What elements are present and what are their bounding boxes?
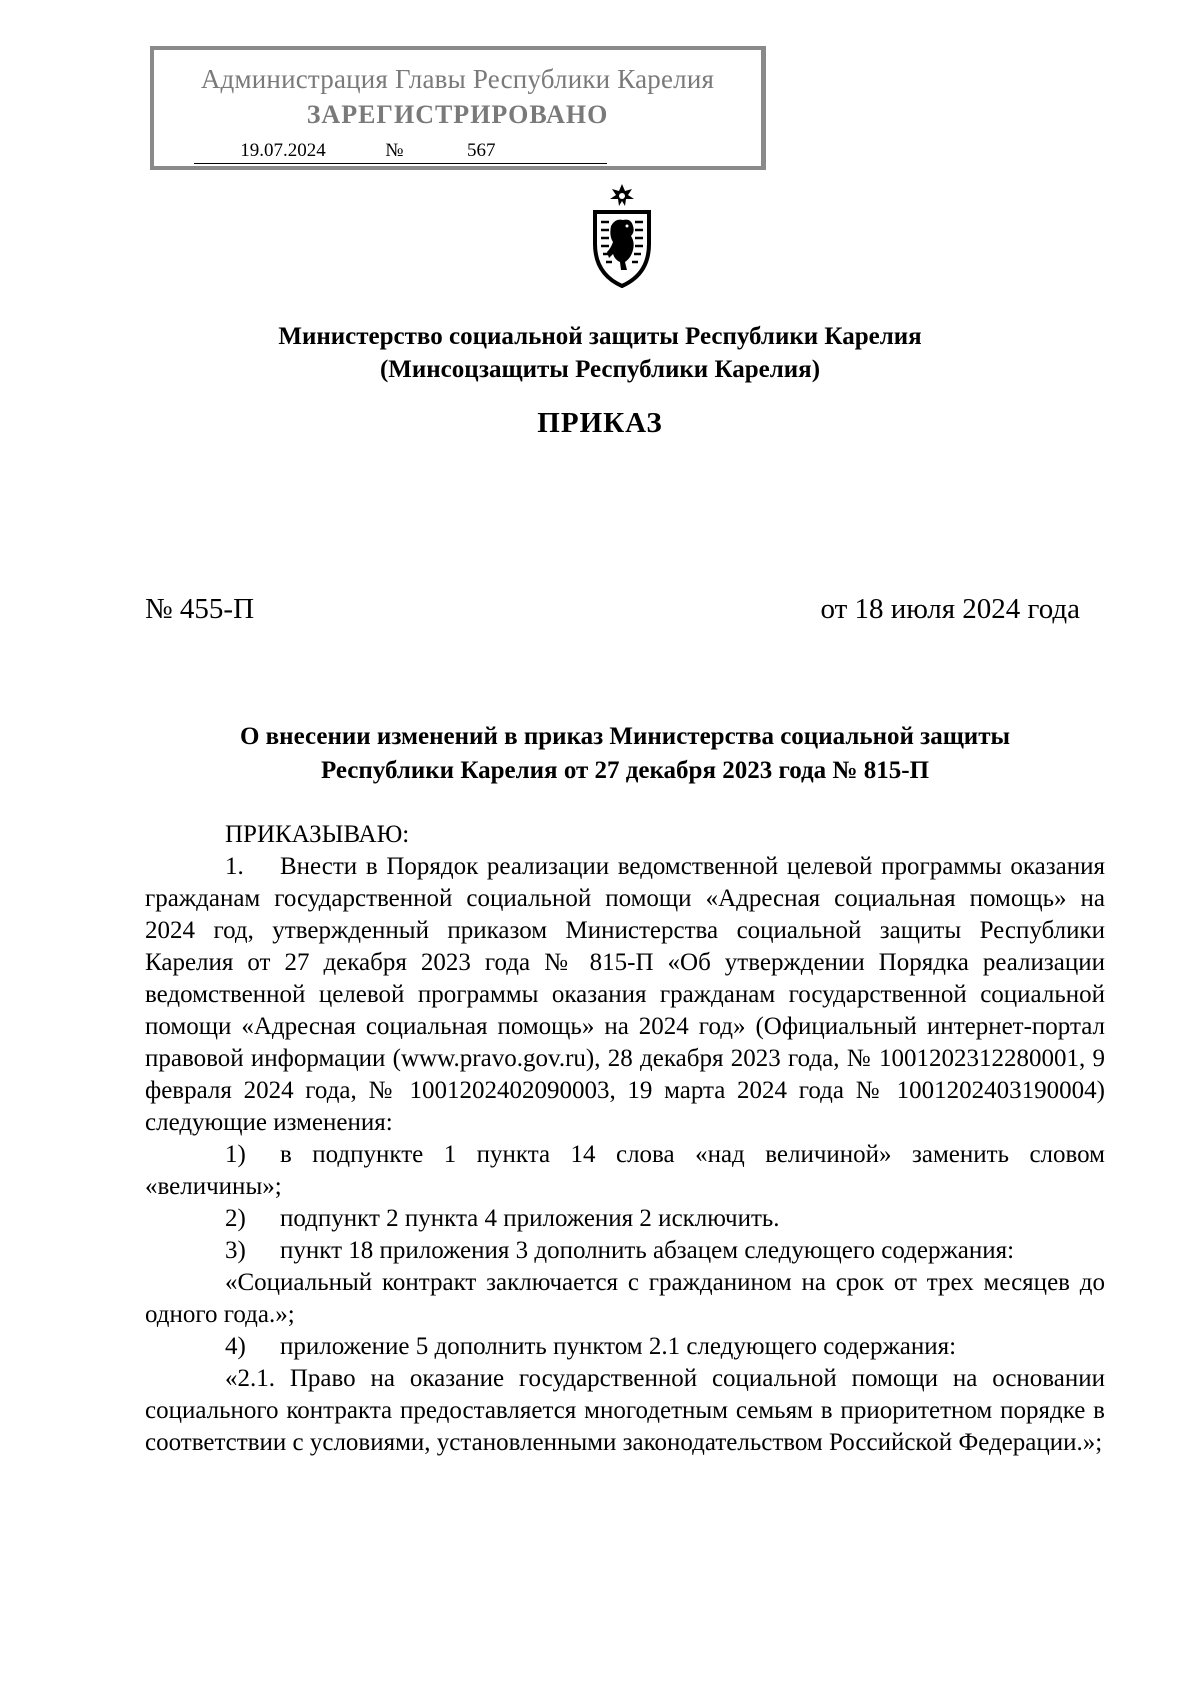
ministry-header (0, 320, 1200, 386)
subitem-3-quote: «Социальный контракт заключается с гражданином на срок от трех месяцев до одного года.»; (145, 1269, 1105, 1328)
subitem-1 (145, 1139, 1105, 1203)
stamp-number: 567 (417, 140, 607, 164)
stamp-date: 19.07.2024 (194, 140, 372, 164)
stamp-status: ЗАРЕГИСТРИРОВАНО (306, 100, 609, 129)
stamp-number-label: № (372, 140, 417, 164)
subject-line-1: О внесении изменений в приказ Министерства социальной защиты (239, 723, 1011, 750)
karelia-coat-of-arms-icon (587, 182, 657, 288)
document-date: от 18 июля 2024 года (820, 593, 1080, 625)
subitem-4-text: приложение 5 дополнить пунктом 2.1 следующего содержания: (280, 1333, 957, 1360)
item-1-number: 1. (225, 853, 244, 880)
subitem-3 (145, 1235, 1105, 1267)
document-type: ПРИКАЗ (537, 407, 663, 439)
document-subject (145, 720, 1105, 788)
registration-stamp (150, 46, 766, 170)
subitem-2 (145, 1203, 1105, 1235)
subitem-4-number: 4) (225, 1333, 246, 1360)
subitem-3-number: 3) (225, 1237, 246, 1264)
subitem-4-quote: «2.1. Право на оказание государственной социальной помощи на основании социального контракта предоставляется многодетным семьям в приоритетном порядке в соответствии с условиями, установленными законодательством Российской Федерации.»; (145, 1365, 1105, 1456)
subject-line-2: Республики Карелия от 27 декабря 2023 года № 815-П (320, 757, 930, 784)
subitem-2-text: подпункт 2 пункта 4 приложения 2 исключить. (280, 1205, 780, 1232)
item-1-text: Внести в Порядок реализации ведомственной целевой программы оказания гражданам государственной социальной помощи «Адресная социальная помощь» на 2024 год, утвержденный приказом Министерства социальной защиты Республики Карелия от 27 декабря 2023 года № 815-П «Об утверждении Порядка реализации ведомственной целевой программы оказания гражданам государственной социальной помощи «Адресная социальная помощь» на 2024 год» (Официальный интернет-портал правовой информации (www.pravo.gov.ru), 28 декабря 2023 года, № 1001202312280001, 9 февраля 2024 года, № 1001202402090003, 19 марта 2024 года № 1001202403190004) следующие изменения: (145, 853, 1105, 1136)
order-word: ПРИКАЗЫВАЮ: (225, 821, 410, 848)
subitem-2-number: 2) (225, 1205, 246, 1232)
item-1 (145, 851, 1105, 1139)
stamp-title: Администрация Главы Республики Карелия (200, 64, 715, 94)
subitem-3-text: пункт 18 приложения 3 дополнить абзацем следующего содержания: (280, 1237, 1015, 1264)
subitem-4 (145, 1331, 1105, 1363)
ministry-name: Министерство социальной защиты Республики Карелия (278, 323, 922, 350)
document-number: № 455-П (145, 593, 255, 625)
document-body (145, 819, 1105, 1459)
subitem-1-text: в подпункте 1 пункта 14 слова «над величиной» заменить словом «величины»; (145, 1141, 1105, 1200)
ministry-short-name: (Минсоцзащиты Республики Карелия) (379, 356, 821, 383)
subitem-1-number: 1) (225, 1141, 246, 1168)
